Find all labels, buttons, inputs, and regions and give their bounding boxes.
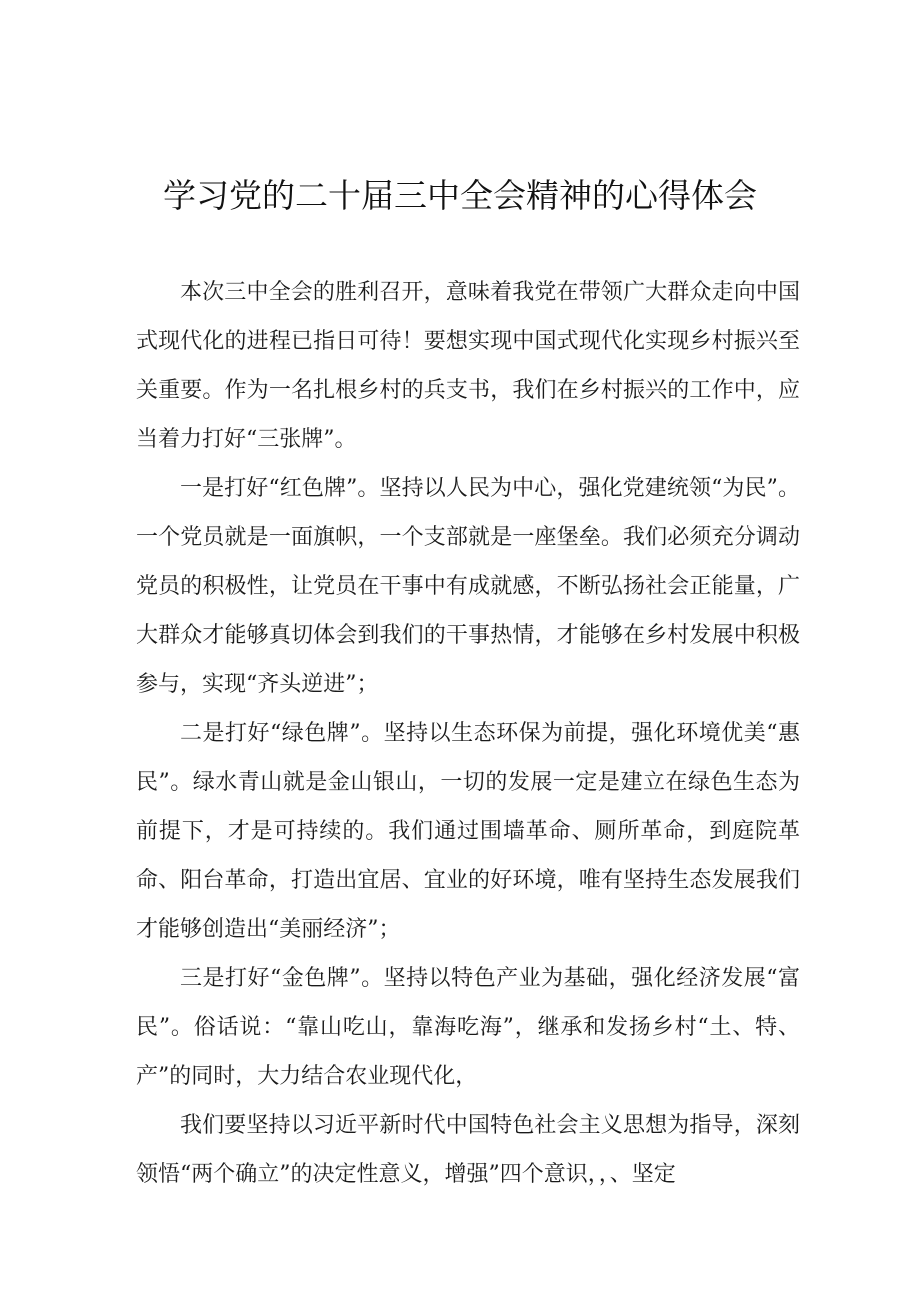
paragraph-intro: 本次三中全会的胜利召开，意味着我党在带领广大群众走向中国式现代化的进程已指日可待！要想实现中国式现代化实现乡村振兴至关重要。作为一名扎根乡村的兵支书，我们在乡村振兴的工作中，应当着力打好“三张牌”。 <box>136 280 800 452</box>
paragraph-red-card: 一是打好“红色牌”。坚持以人民为中心，强化党建统领“为民”。一个党员就是一面旗帜，一个支部就是一座堡垒。我们必须充分调动党员的积极性，让党员在干事中有成就感，不断弘扬社会正能量，广大群众才能够真切体会到我们的干事热情，才能够在乡村发展中积极参与，实现“齐头逆进”； <box>136 476 800 697</box>
paragraph-gold-card: 三是打好“金色牌”。坚持以特色产业为基础，强化经济发展“富民”。俗话说：“靠山吃山，靠海吃海”，继承和发扬乡村“土、特、产”的同时，大力结合农业现代化， <box>136 966 800 1089</box>
document-body <box>136 268 800 1199</box>
paragraph-guidance: 我们要坚持以习近平新时代中国特色社会主义思想为指导，深刻领悟“两个确立”的决定性意义，增强”四个意识，，、坚定 <box>136 1113 800 1187</box>
document-title: 学习党的二十届三中全会精神的心得体会 <box>163 176 757 215</box>
paragraph-green-card: 二是打好“绿色牌”。坚持以生态环保为前提，强化环境优美“惠民”。绿水青山就是金山银山，一切的发展一定是建立在绿色生态为前提下，才是可持续的。我们通过围墙革命、厕所革命，到庭院革命、阳台革命，打造出宜居、宜业的好环境，唯有坚持生态发展我们才能够创造出“美丽经济”； <box>136 721 800 942</box>
